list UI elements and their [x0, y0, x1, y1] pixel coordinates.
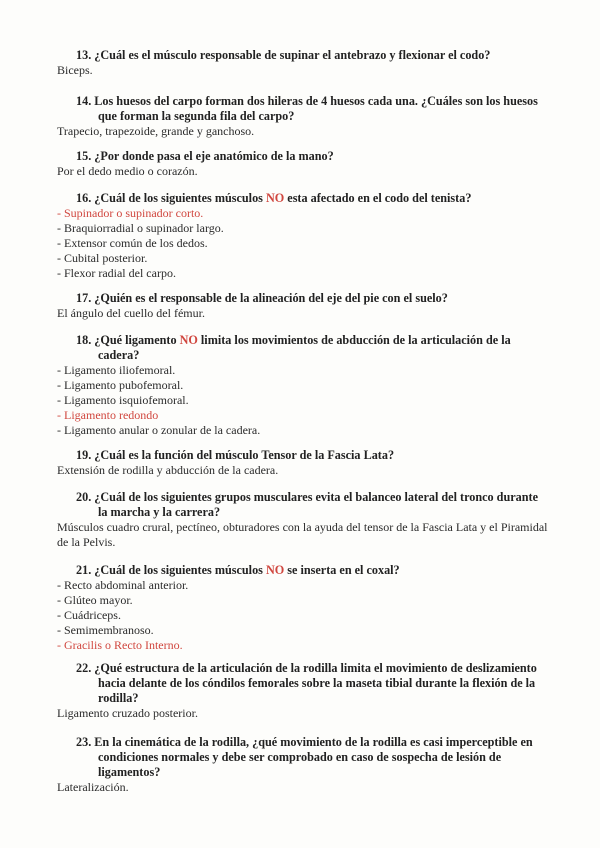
option-item: - Gracilis o Recto Interno. — [57, 638, 183, 652]
answer-text: El ángulo del cuello del fémur. — [57, 306, 205, 320]
option-item: - Ligamento iliofemoral. — [57, 363, 176, 377]
option-item: - Semimembranoso. — [57, 623, 154, 637]
option-item: - Cuádriceps. — [57, 608, 121, 622]
question-23 — [0, 735, 600, 795]
question-text: 17. ¿Quién es el responsable de la alineación del eje del pie con el suelo? — [76, 291, 448, 305]
option-item: - Ligamento isquiofemoral. — [57, 393, 189, 407]
option-item: - Glúteo mayor. — [57, 593, 133, 607]
question-21 — [0, 563, 600, 653]
question-17 — [0, 291, 600, 321]
option-item: - Supinador o supinador corto. — [57, 206, 204, 220]
answer-text: Por el dedo medio o corazón. — [57, 164, 198, 178]
question-20 — [0, 490, 600, 550]
answer-text: Biceps. — [57, 63, 93, 77]
question-text: 16. ¿Cuál de los siguientes músculos NO esta afectado en el codo del tenista? — [76, 191, 472, 205]
question-text: 18. ¿Qué ligamento NO limita los movimientos de abducción de la articulación de la cadera? — [76, 333, 511, 362]
option-item: - Ligamento anular o zonular de la cadera. — [57, 423, 261, 437]
negation-highlight: NO — [265, 563, 285, 577]
answer-text: Trapecio, trapezoide, grande y ganchoso. — [57, 124, 255, 138]
question-14 — [0, 94, 600, 139]
question-22 — [0, 661, 600, 721]
answer-text: Músculos cuadro crural, pectíneo, obturadores con la ayuda del tensor de la Fascia Lata y el Piramidal de la Pelvis. — [57, 520, 548, 549]
question-text: 22. ¿Qué estructura de la articulación de la rodilla limita el movimiento de deslizamiento hacia delante de los cóndilos femorales sobre la maseta tibial durante la flexión de la rodilla? — [76, 661, 537, 705]
answer-text: Ligamento cruzado posterior. — [57, 706, 198, 720]
question-18 — [0, 333, 600, 438]
option-item: - Flexor radial del carpo. — [57, 266, 176, 280]
answer-text: Extensión de rodilla y abducción de la cadera. — [57, 463, 279, 477]
question-text: 19. ¿Cuál es la función del músculo Tensor de la Fascia Lata? — [76, 448, 395, 462]
negation-highlight: NO — [265, 191, 285, 205]
option-item: - Ligamento pubofemoral. — [57, 378, 184, 392]
option-item: - Extensor común de los dedos. — [57, 236, 208, 250]
question-19 — [0, 448, 600, 478]
question-text: 20. ¿Cuál de los siguientes grupos musculares evita el balanceo lateral del tronco durante la marcha y la carrera? — [76, 490, 538, 519]
question-13 — [0, 48, 600, 78]
question-15 — [0, 149, 600, 179]
negation-highlight: NO — [179, 333, 198, 347]
option-item: - Cubital posterior. — [57, 251, 148, 265]
question-text: 23. En la cinemática de la rodilla, ¿qué movimiento de la rodilla es casi imperceptible en condiciones normales y debe ser comprobado en caso de sospecha de lesión de ligamentos? — [76, 735, 533, 779]
option-item: - Recto abdominal anterior. — [57, 578, 189, 592]
question-16 — [0, 191, 600, 281]
option-item: - Ligamento redondo — [57, 408, 159, 422]
question-text: 14. Los huesos del carpo forman dos hileras de 4 huesos cada una. ¿Cuáles son los huesos que forman la segunda fila del carpo? — [76, 94, 538, 123]
option-item: - Braquiorradial o supinador largo. — [57, 221, 224, 235]
question-text: 21. ¿Cuál de los siguientes músculos NO se inserta en el coxal? — [76, 563, 400, 577]
answer-text: Lateralización. — [57, 780, 129, 794]
question-text: 13. ¿Cuál es el músculo responsable de supinar el antebrazo y flexionar el codo? — [76, 48, 491, 62]
question-text: 15. ¿Por donde pasa el eje anatómico de la mano? — [76, 149, 334, 163]
